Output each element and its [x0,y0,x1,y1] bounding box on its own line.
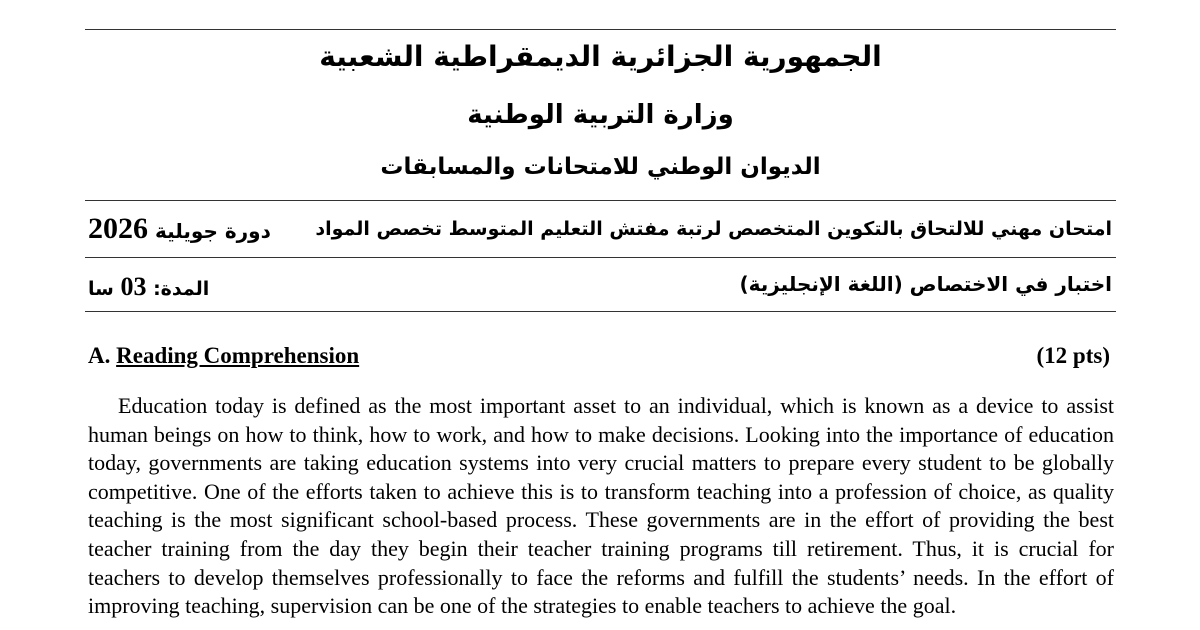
header-rule [85,200,1116,201]
session-info [88,212,271,246]
subject-line: اختبار في الاختصاص (اللغة الإنجليزية) [739,272,1112,296]
office-heading: الديوان الوطني للامتحانات والمسابقات [380,154,821,180]
section-heading [88,343,1110,369]
subject-rule [85,311,1116,312]
exam-rule [85,257,1116,258]
section-title: Reading Comprehension [116,343,360,368]
session-label: دورة جويلية [154,219,271,243]
duration-info [88,272,209,302]
duration-label: المدة: [153,278,210,300]
exam-title: امتحان مهني للالتحاق بالتكوين المتخصص لرتبة مفتش التعليم المتوسط تخصص المواد [315,218,1112,240]
duration-unit: سا [88,278,114,300]
passage-paragraph: Education today is defined as the most important asset to an individual, which is known as a device to assist human beings on how to think, how to work, and how to make decisions. Looking into the importance of education today, governments are taking education systems into very crucial matters to prepare every student to be globally competitive. One of the efforts taken to achieve this is to transform teaching into a profession of choice, as quality teaching is the most significant school-based process. These governments are in the effort of providing the best teacher training from the day they begin their teacher training programs till retirement. Thus, it is crucial for teachers to develop themselves professionally to face the reforms and fulfill the students’ needs. In the effort of improving teaching, supervision can be one of the strategies to enable teachers to achieve the goal. [88,393,1114,619]
reading-passage [88,392,1114,621]
duration-value: 03 [120,272,147,301]
ministry-heading: وزارة التربية الوطنية [467,100,734,130]
session-year: 2026 [88,212,148,245]
section-letter: A. [88,343,111,368]
top-rule [85,29,1116,30]
republic-heading: الجمهورية الجزائرية الديمقراطية الشعبية [319,40,882,73]
section-points: (12 pts) [1036,343,1110,368]
